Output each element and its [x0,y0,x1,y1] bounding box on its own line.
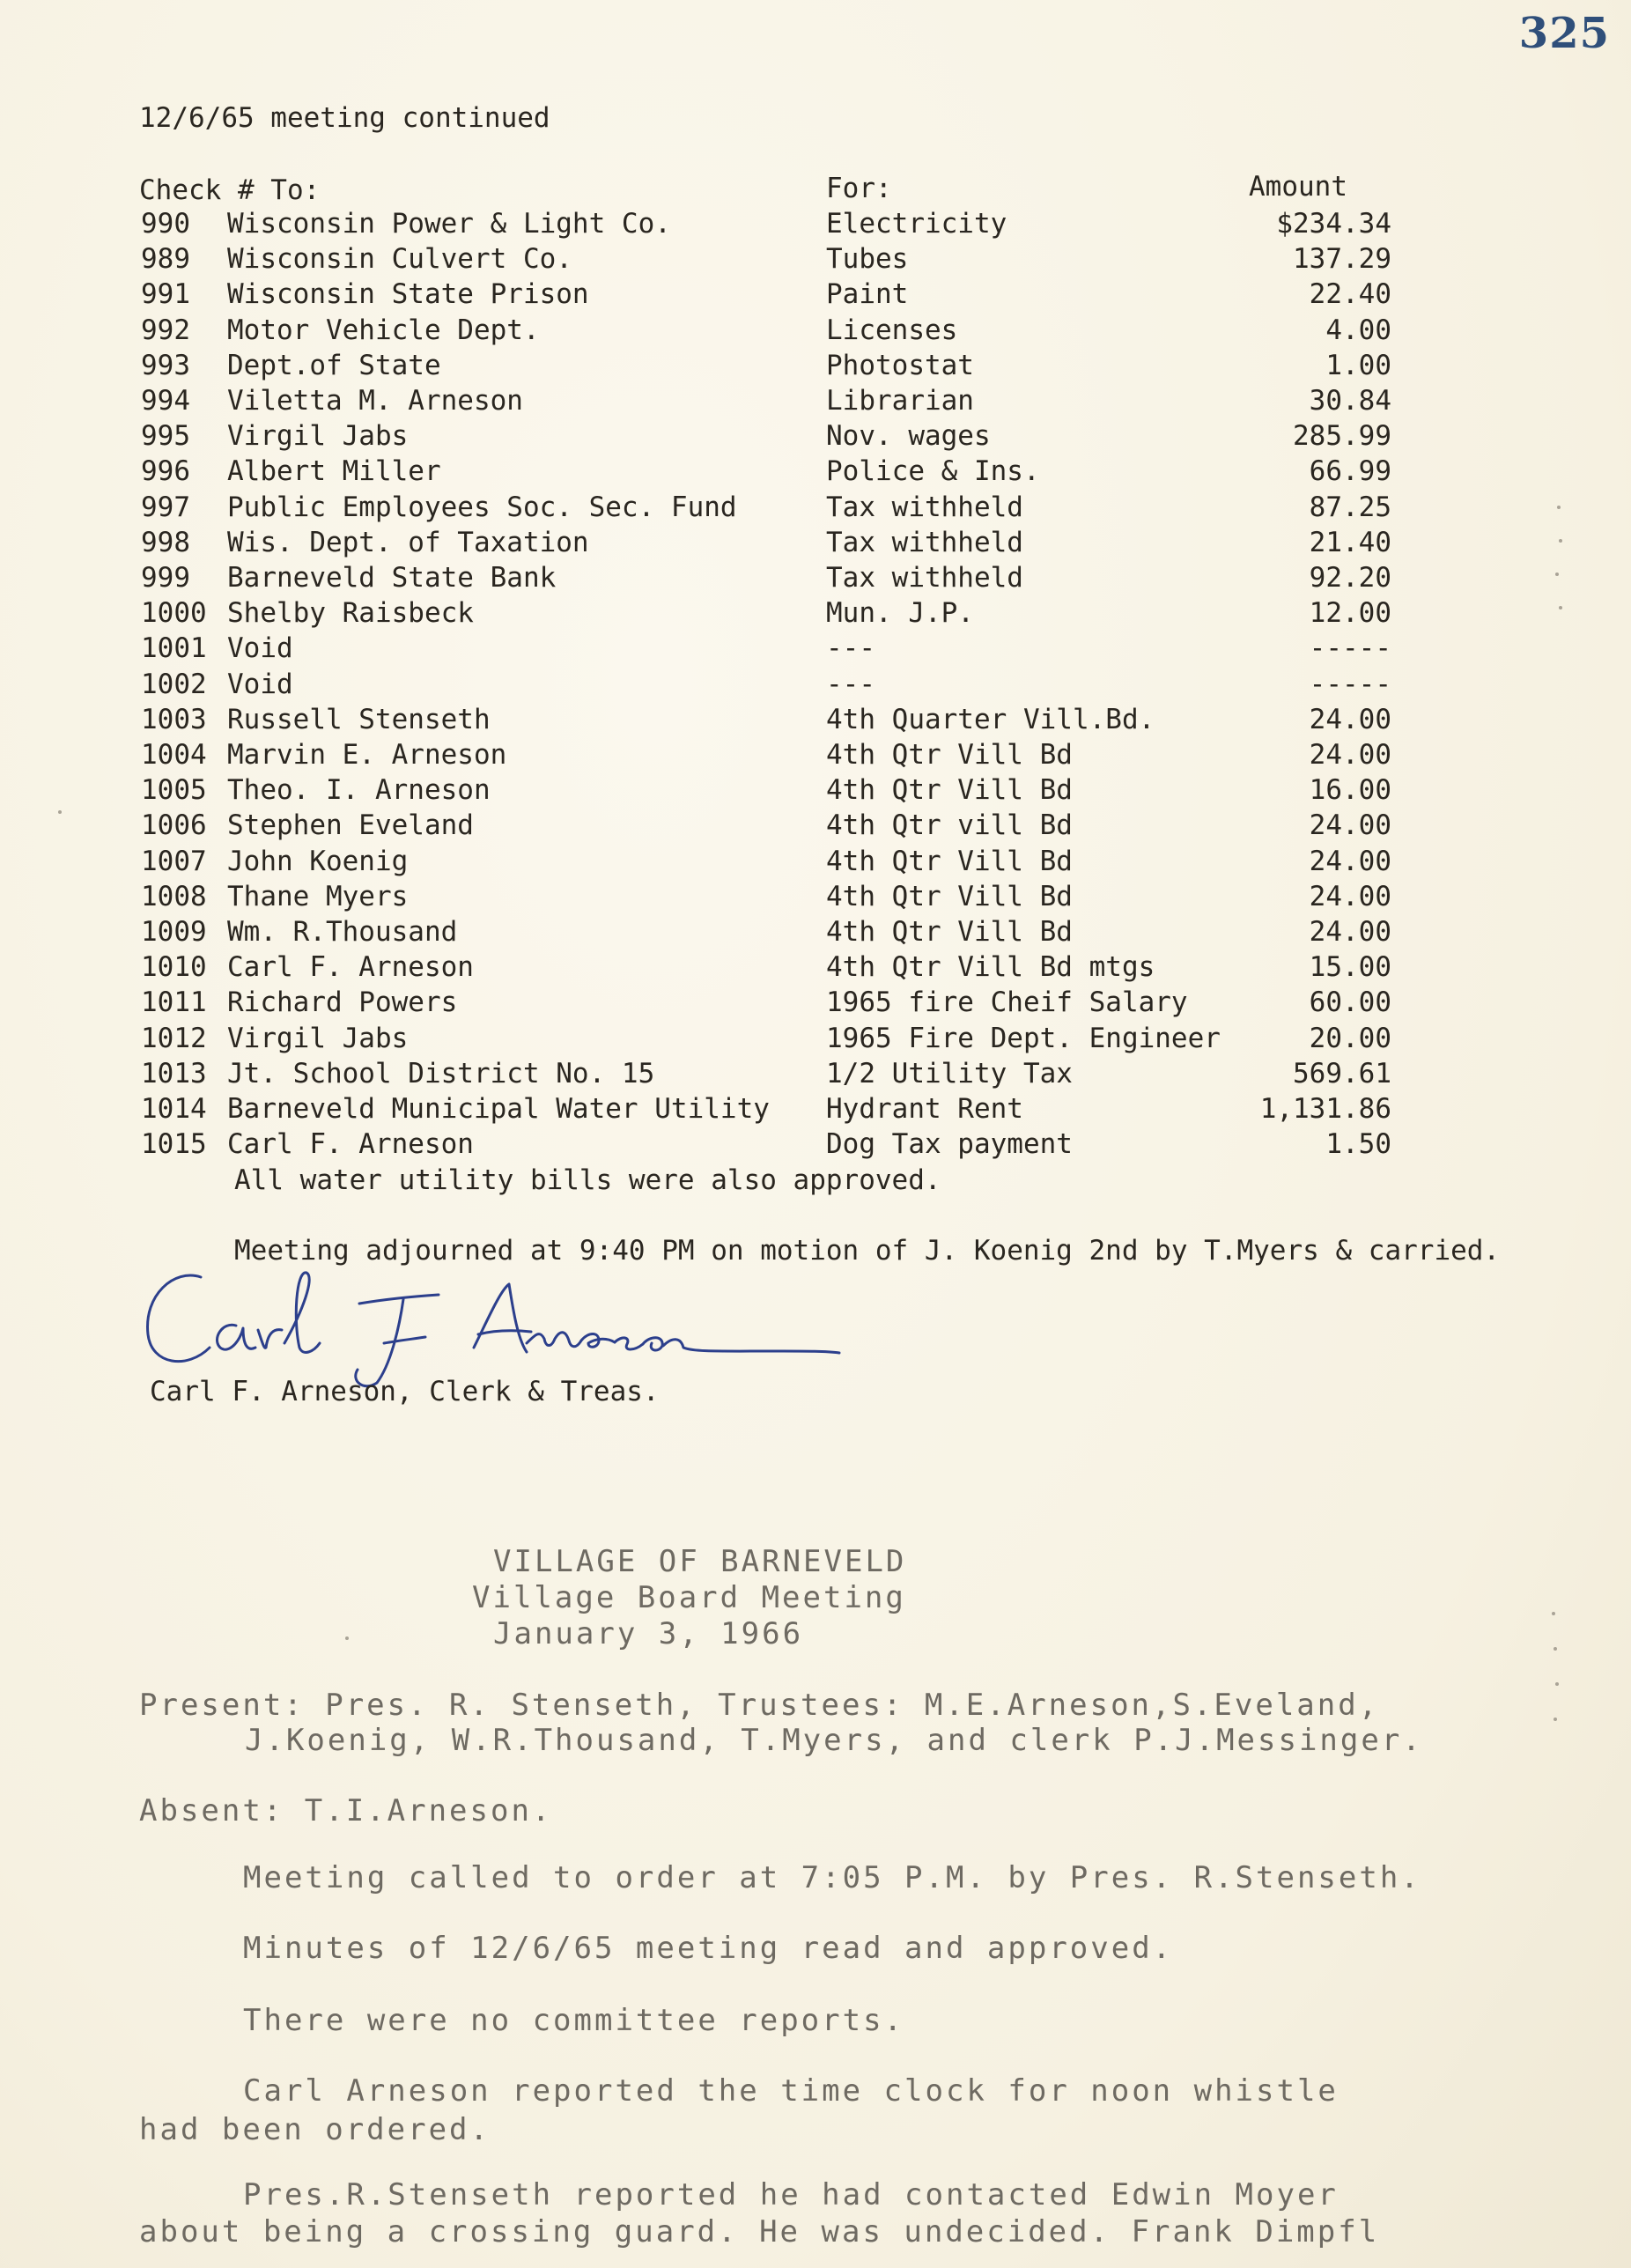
payment-purpose: Tax withheld [826,491,1023,523]
payment-amount: 137.29 [1293,243,1391,275]
payment-amount: 24.00 [1309,739,1391,771]
payee-name: Viletta M. Arneson [227,385,523,417]
payee-name: John Koenig [227,846,409,877]
payment-amount: ----- [1309,632,1391,664]
check-number: 1008 [141,881,207,912]
header-amount: Amount [1249,171,1347,203]
payment-purpose: Tubes [826,243,909,275]
payee-name: Virgil Jabs [227,1023,409,1054]
payee-name: Wis. Dept. of Taxation [227,527,589,558]
payment-purpose: --- [826,669,875,700]
clerk-signature [139,1260,844,1392]
check-number: 1010 [141,951,207,983]
payee-name: Albert Miller [227,455,441,487]
check-number: 1011 [141,986,207,1018]
payment-purpose: 1965 fire Cheif Salary [826,986,1188,1018]
check-number: 995 [141,420,190,452]
payment-purpose: Dog Tax payment [826,1128,1073,1160]
payment-purpose: Photostat [826,350,974,381]
check-number: 989 [141,243,190,275]
check-number: 1012 [141,1023,207,1054]
time-clock-line-2: had been ordered. [139,2112,491,2147]
payee-name: Jt. School District No. 15 [227,1058,655,1090]
check-number: 1007 [141,846,207,877]
payment-purpose: 4th Qtr Vill Bd [826,881,1073,912]
check-number: 999 [141,562,190,594]
payment-amount: 66.99 [1309,455,1391,487]
adjournment-text: Meeting adjourned at 9:40 PM on motion of J. Koenig 2nd by T.Myers & carried. [234,1235,1501,1267]
check-number: 1013 [141,1058,207,1090]
payment-purpose: 4th Qtr Vill Bd [826,916,1073,948]
payment-purpose: Librarian [826,385,974,417]
payment-amount: 30.84 [1309,385,1391,417]
payee-name: Void [227,669,293,700]
payment-amount: 12.00 [1309,597,1391,629]
payment-amount: 20.00 [1309,1023,1391,1054]
payment-purpose: 4th Qtr Vill Bd [826,739,1073,771]
payment-purpose: 4th Qtr Vill Bd [826,846,1073,877]
check-number: 992 [141,314,190,346]
check-number: 997 [141,491,190,523]
payment-purpose: Nov. wages [826,420,991,452]
payment-purpose: 4th Qtr Vill Bd [826,774,1073,806]
check-number: 998 [141,527,190,558]
payment-purpose: Tax withheld [826,527,1023,558]
payee-name: Void [227,632,293,664]
payee-name: Wisconsin Culvert Co. [227,243,572,275]
payment-purpose: Licenses [826,314,958,346]
continuation-heading: 12/6/65 meeting continued [139,102,550,134]
check-number: 1002 [141,669,207,700]
payee-name: Carl F. Arneson [227,1128,474,1160]
payment-amount: 285.99 [1293,420,1391,452]
payee-name: Public Employees Soc. Sec. Fund [227,491,737,523]
payee-name: Barneveld Municipal Water Utility [227,1093,770,1125]
call-to-order: Meeting called to order at 7:05 P.M. by Pres. R.Stenseth. [243,1860,1421,1895]
payment-amount: 1,131.86 [1259,1093,1391,1125]
payment-amount: 22.40 [1309,278,1391,310]
payment-purpose: Hydrant Rent [826,1093,1023,1125]
meeting-title: Village Board Meeting [472,1580,906,1615]
payment-amount: 60.00 [1309,986,1391,1018]
payment-amount: 1.00 [1325,350,1391,381]
check-number: 1014 [141,1093,207,1125]
payment-amount: 24.00 [1309,704,1391,735]
payment-amount: 15.00 [1309,951,1391,983]
payment-amount: 24.00 [1309,916,1391,948]
payment-purpose: 1/2 Utility Tax [826,1058,1073,1090]
payment-purpose: Paint [826,278,909,310]
payment-purpose: Electricity [826,208,1007,240]
payment-amount: $234.34 [1276,208,1391,240]
payment-purpose: 1965 Fire Dept. Engineer [826,1023,1221,1054]
payee-name: Thane Myers [227,881,409,912]
meeting-date: January 3, 1966 [493,1616,804,1651]
page-number: 325 [1518,9,1610,58]
village-title: VILLAGE OF BARNEVELD [493,1544,907,1579]
payment-purpose: 4th Quarter Vill.Bd. [826,704,1155,735]
payee-name: Wm. R.Thousand [227,916,458,948]
payee-name: Shelby Raisbeck [227,597,474,629]
payee-name: Russell Stenseth [227,704,491,735]
check-number: 1009 [141,916,207,948]
payment-amount: ----- [1309,669,1391,700]
payment-amount: 569.61 [1293,1058,1391,1090]
payment-purpose: Police & Ins. [826,455,1040,487]
check-number: 991 [141,278,190,310]
payee-name: Virgil Jabs [227,420,409,452]
payment-amount: 1.50 [1325,1128,1391,1160]
payee-name: Richard Powers [227,986,458,1018]
payment-amount: 92.20 [1309,562,1391,594]
payment-amount: 24.00 [1309,809,1391,841]
payment-purpose: 4th Qtr vill Bd [826,809,1073,841]
present-line-2: J.Koenig, W.R.Thousand, T.Myers, and clerk P.J.Messinger. [245,1723,1423,1758]
check-number: 990 [141,208,190,240]
check-number: 1006 [141,809,207,841]
check-number: 1015 [141,1128,207,1160]
present-line-1: Present: Pres. R. Stenseth, Trustees: M.E.Arneson,S.Eveland, [139,1688,1380,1723]
signature-caption: Carl F. Arneson, Clerk & Treas. [150,1376,660,1407]
payee-name: Dept.of State [227,350,441,381]
check-number: 993 [141,350,190,381]
payment-amount: 4.00 [1325,314,1391,346]
crossing-guard-line-2: about being a crossing guard. He was undecided. Frank Dimpfl [139,2214,1380,2250]
check-number: 994 [141,385,190,417]
check-number: 1004 [141,739,207,771]
water-utility-note: All water utility bills were also approved. [234,1164,941,1196]
payment-amount: 87.25 [1309,491,1391,523]
check-number: 1001 [141,632,207,664]
check-number: 1005 [141,774,207,806]
payment-purpose: Mun. J.P. [826,597,974,629]
committee-reports: There were no committee reports. [243,2003,905,2038]
payment-amount: 24.00 [1309,881,1391,912]
payment-amount: 21.40 [1309,527,1391,558]
payee-name: Marvin E. Arneson [227,739,507,771]
payment-purpose: --- [826,632,875,664]
header-check-to: Check # To: [139,174,321,206]
header-for: For: [826,173,892,204]
check-number: 1000 [141,597,207,629]
payment-amount: 24.00 [1309,846,1391,877]
payee-name: Stephen Eveland [227,809,474,841]
payee-name: Wisconsin Power & Light Co. [227,208,671,240]
absent-line: Absent: T.I.Arneson. [139,1793,553,1828]
payee-name: Theo. I. Arneson [227,774,491,806]
payee-name: Motor Vehicle Dept. [227,314,540,346]
payment-amount: 16.00 [1309,774,1391,806]
payee-name: Wisconsin State Prison [227,278,589,310]
payee-name: Barneveld State Bank [227,562,557,594]
payment-purpose: Tax withheld [826,562,1023,594]
check-number: 996 [141,455,190,487]
time-clock-line-1: Carl Arneson reported the time clock for noon whistle [243,2073,1339,2109]
payment-purpose: 4th Qtr Vill Bd mtgs [826,951,1155,983]
payee-name: Carl F. Arneson [227,951,474,983]
minutes-approved: Minutes of 12/6/65 meeting read and approved. [243,1931,1174,1966]
crossing-guard-line-1: Pres.R.Stenseth reported he had contacted Edwin Moyer [243,2177,1339,2213]
check-number: 1003 [141,704,207,735]
